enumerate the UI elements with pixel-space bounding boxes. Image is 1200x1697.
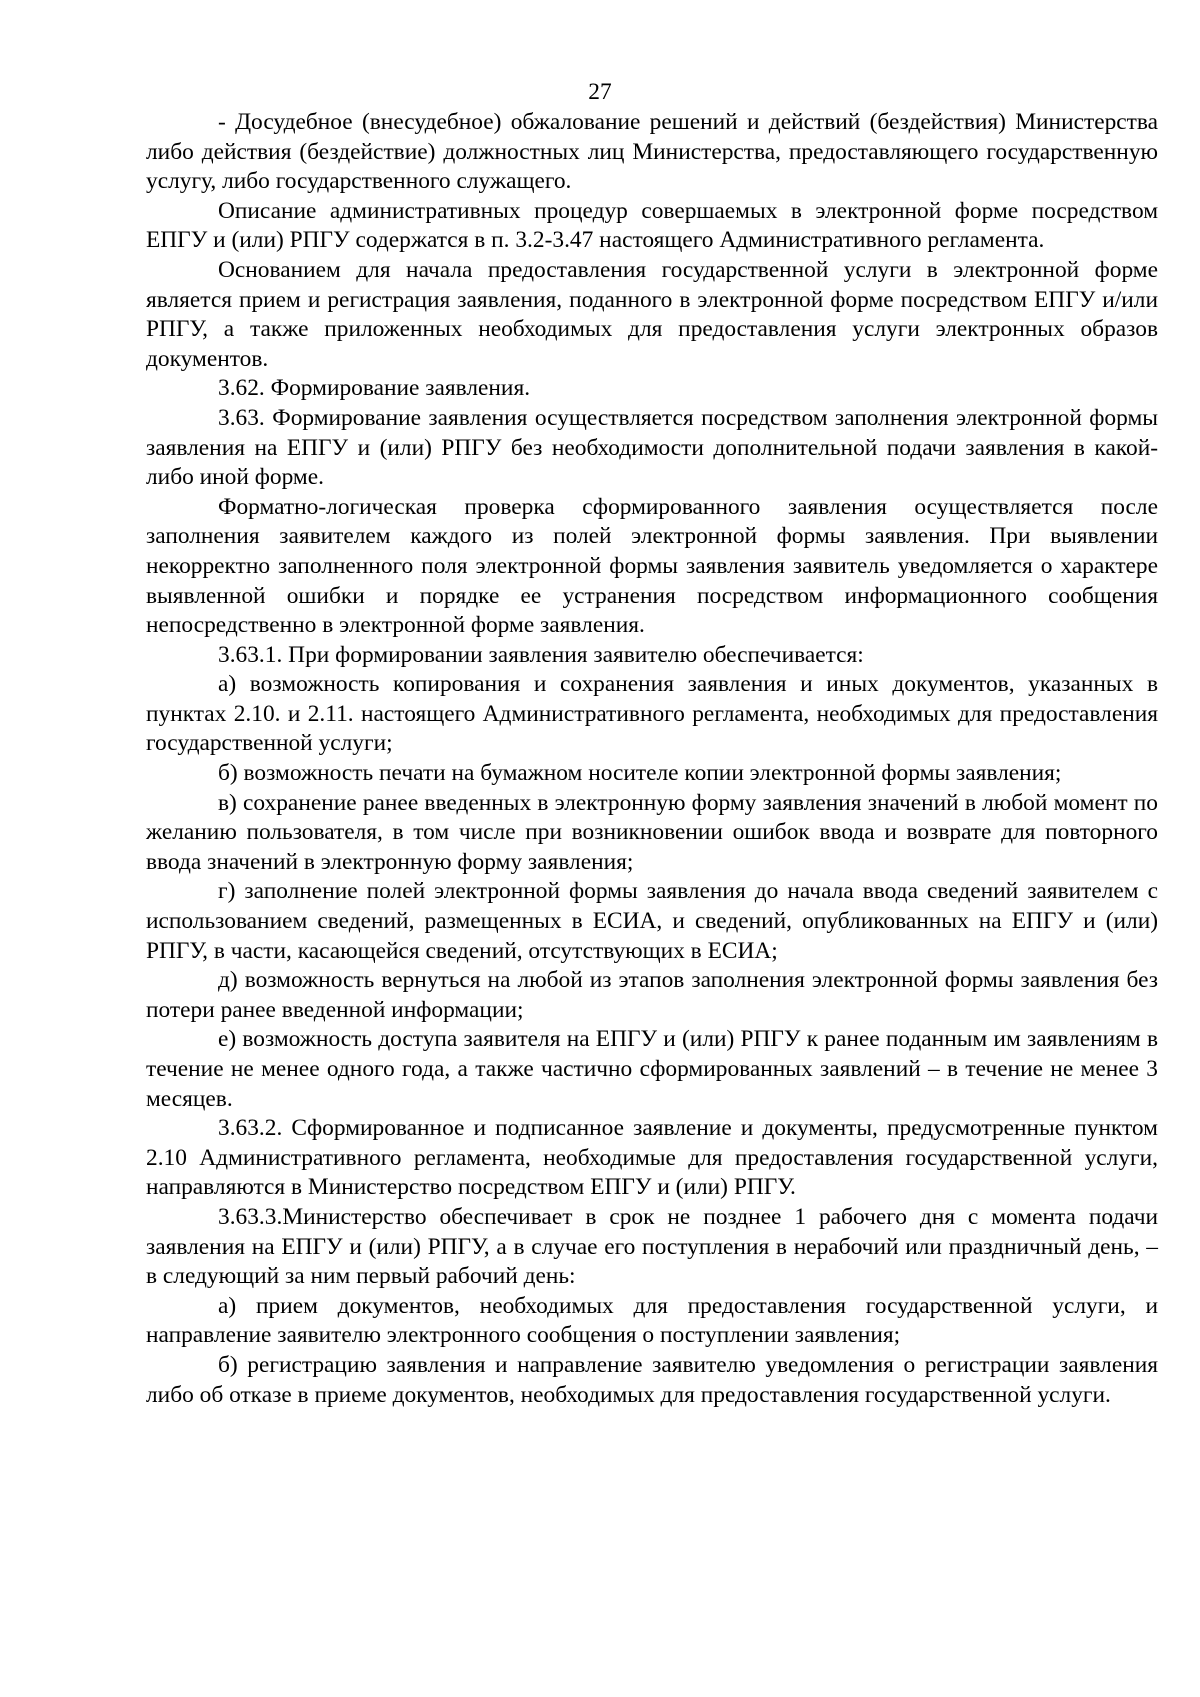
- paragraph-3-63-3: 3.63.3.Министерство обеспечивает в срок не позднее 1 рабочего дня с момента подачи заявления на ЕПГУ и (или) РПГУ, а в случае его поступления в нерабочий или праздничный день, – в следующий за ним первый рабочий день:: [146, 1203, 1158, 1290]
- paragraph-3-62: 3.62. Формирование заявления.: [218, 375, 531, 402]
- list-item-d-return: д) возможность вернуться на любой из этапов заполнения электронной формы заявления без потери ранее введенной информации;: [146, 967, 1158, 1023]
- page-number: 27: [588, 79, 612, 105]
- list-item-a-copying: а) возможность копирования и сохранения заявления и иных документов, указанных в пунктах 2.10. и 2.11. настоящего Административного регламента, необходимых для предоставления государственной услуги;: [146, 671, 1158, 757]
- list-item-g-autofill: г) заполнение полей электронной формы заявления до начала ввода сведений заявителем с использованием сведений, размещенных в ЕСИА, и сведений, опубликованных на ЕПГУ и (или) РПГУ, в части, касающейся сведений, отсутствующих в ЕСИА;: [146, 878, 1158, 964]
- list-item-a-acceptance: а) прием документов, необходимых для предоставления государственной услуги, и направление заявителю электронного сообщения о поступлении заявления;: [146, 1292, 1158, 1349]
- paragraph-appeal: - Досудебное (внесудебное) обжалование решений и действий (бездействия) Министерства либо действия (бездействие) должностных лиц Министерства, предоставляющего государственную услугу, либо государственного служащего.: [146, 109, 1158, 195]
- paragraph-3-63-2: 3.63.2. Сформированное и подписанное заявление и документы, предусмотренные пунктом 2.10 Административного регламента, необходимые для предоставления государственной услуги, направляются в Министерство посредством ЕПГУ и (или) РПГУ.: [146, 1115, 1158, 1201]
- list-item-b-printing: б) возможность печати на бумажном носителе копии электронной формы заявления;: [218, 760, 1062, 787]
- document-body: [146, 108, 1158, 1410]
- paragraph-basis: Основанием для начала предоставления государственной услуги в электронной форме является прием и регистрация заявления, поданного в электронной форме посредством ЕПГУ и/или РПГУ, а также приложенных необходимых для предоставления услуги электронных образов документов.: [146, 256, 1158, 372]
- paragraph-3-63: 3.63. Формирование заявления осуществляется посредством заполнения электронной формы заявления на ЕПГУ и (или) РПГУ без необходимости дополнительной подачи заявления в какой-либо иной форме.: [146, 404, 1158, 491]
- list-item-e-access: е) возможность доступа заявителя на ЕПГУ и (или) РПГУ к ранее поданным им заявлениям в течение не менее одного года, а также частично сформированных заявлений – в течение не менее 3 месяцев.: [146, 1026, 1158, 1112]
- list-item-v-saving: в) сохранение ранее введенных в электронную форму заявления значений в любой момент по желанию пользователя, в том числе при возникновении ошибок ввода и возврате для повторного ввода значений в электронную форму заявления;: [146, 789, 1158, 875]
- list-item-b-registration: б) регистрацию заявления и направление заявителю уведомления о регистрации заявления либо об отказе в приеме документов, необходимых для предоставления государственной услуги.: [146, 1351, 1158, 1408]
- paragraph-procedures-description: Описание административных процедур совершаемых в электронной форме посредством ЕПГУ и (или) РПГУ содержатся в п. 3.2-3.47 настоящего Административного регламента.: [146, 197, 1158, 254]
- paragraph-format-check: Форматно-логическая проверка сформированного заявления осуществляется после заполнения заявителем каждого из полей электронной формы заявления. При выявлении некорректно заполненного поля электронной формы заявления заявитель уведомляется о характере выявленной ошибки и порядке ее устранения посредством информационного сообщения непосредственно в электронной форме заявления.: [146, 493, 1158, 639]
- paragraph-3-63-1: 3.63.1. При формировании заявления заявителю обеспечивается:: [218, 641, 864, 668]
